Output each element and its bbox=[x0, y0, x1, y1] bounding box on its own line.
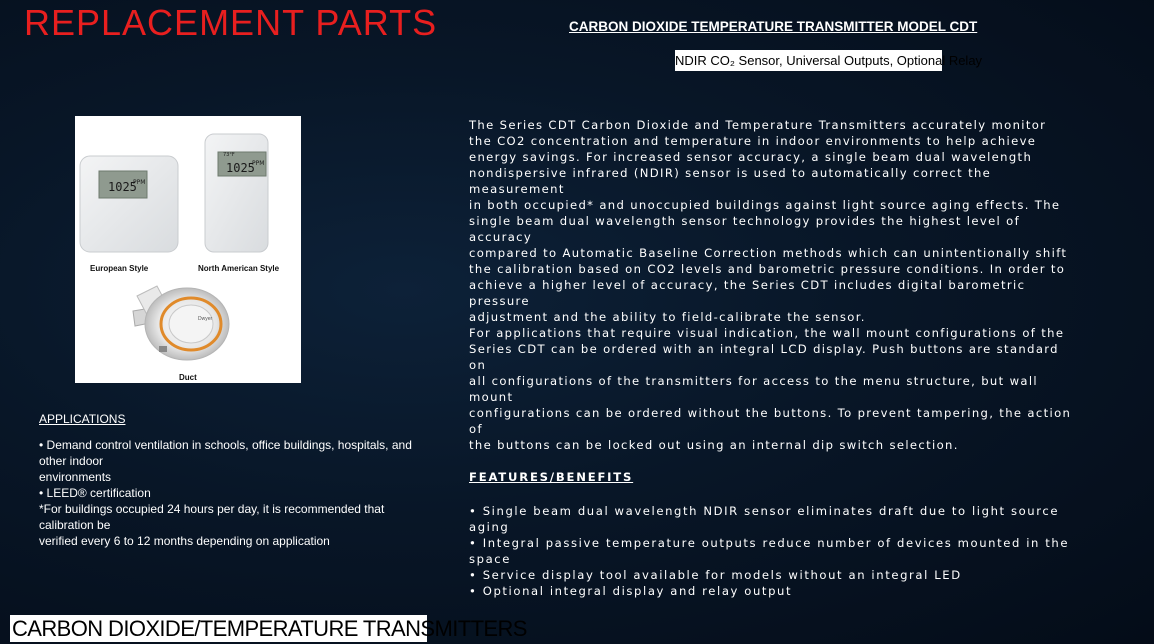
duct-label: Duct bbox=[179, 373, 197, 382]
description-line: achieve a higher level of accuracy, the Series CDT includes digital barometric bbox=[469, 278, 1026, 292]
description-line: pressure bbox=[469, 294, 530, 308]
feature-line: • Single beam dual wavelength NDIR sensor eliminates draft due to light source bbox=[469, 504, 1060, 518]
description-line: The Series CDT Carbon Dioxide and Temperature Transmitters accurately monitor bbox=[469, 118, 1047, 132]
north-american-style-transmitter bbox=[205, 134, 268, 252]
applications-line: • Demand control ventilation in schools, office buildings, hospitals, and bbox=[39, 438, 412, 452]
duct-brand-logo: Dwyer bbox=[198, 316, 213, 322]
description-line: For applications that require visual indication, the wall mount configurations of the bbox=[469, 326, 1065, 340]
page-title: REPLACEMENT PARTS bbox=[24, 2, 438, 43]
applications-line: other indoor bbox=[39, 454, 104, 468]
description-line: of bbox=[469, 422, 483, 436]
description-line: compared to Automatic Baseline Correction methods which can unintentionally shift bbox=[469, 246, 1068, 260]
description-line: mount bbox=[469, 390, 514, 404]
features-heading: FEATURES/BENEFITS bbox=[469, 470, 634, 484]
north-american-display-temp: 73°F bbox=[223, 152, 235, 158]
european-display-reading: 1025 bbox=[108, 180, 137, 194]
european-style-transmitter bbox=[80, 156, 178, 252]
product-image bbox=[75, 116, 301, 383]
feature-line: • Optional integral display and relay output bbox=[469, 584, 793, 598]
feature-line: space bbox=[469, 552, 512, 566]
description-line: the calibration based on CO2 levels and barometric pressure conditions. In order to bbox=[469, 262, 1066, 276]
description-line: the CO2 concentration and temperature in indoor environments to help achieve bbox=[469, 134, 1037, 148]
description-line: configurations can be ordered without the buttons. To prevent tampering, the action bbox=[469, 406, 1072, 420]
north-american-display-reading: 1025 bbox=[226, 161, 255, 175]
applications-line: verified every 6 to 12 months depending on application bbox=[39, 534, 330, 548]
duct-style-transmitter bbox=[133, 286, 229, 360]
applications-heading: APPLICATIONS bbox=[39, 412, 126, 426]
product-title: CARBON DIOXIDE TEMPERATURE TRANSMITTER MODEL CDT bbox=[569, 19, 978, 34]
product-subtitle: NDIR CO₂ Sensor, Universal Outputs, Optional Relay bbox=[675, 50, 942, 71]
description-line: adjustment and the ability to field-calibrate the sensor. bbox=[469, 310, 866, 324]
applications-line: calibration be bbox=[39, 518, 111, 532]
applications-line: *For buildings occupied 24 hours per day, it is recommended that bbox=[39, 502, 385, 516]
description-line: energy savings. For increased sensor accuracy, a single beam dual wavelength bbox=[469, 150, 1033, 164]
feature-line: • Integral passive temperature outputs reduce number of devices mounted in the bbox=[469, 536, 1070, 550]
description-line: in both occupied* and unoccupied buildings against light source aging effects. The bbox=[469, 198, 1061, 212]
feature-line: aging bbox=[469, 520, 510, 534]
european-style-label: European Style bbox=[90, 264, 149, 273]
description-line: measurement bbox=[469, 182, 565, 196]
product-photo-illustration bbox=[75, 116, 301, 383]
description-line: accuracy bbox=[469, 230, 533, 244]
description-line: Series CDT can be ordered with an integral LCD display. Push buttons are standard bbox=[469, 342, 1059, 356]
north-american-display-unit: PPM bbox=[252, 160, 265, 167]
description-line: on bbox=[469, 358, 487, 372]
description-line: nondispersive infrared (NDIR) sensor is used to automatically correct the bbox=[469, 166, 992, 180]
european-display-unit: PPM bbox=[133, 179, 146, 186]
north-american-style-label: North American Style bbox=[198, 264, 280, 273]
description-line: single beam dual wavelength sensor technology provides the highest level of bbox=[469, 214, 1021, 228]
applications-line: environments bbox=[39, 470, 112, 484]
applications-section bbox=[39, 411, 439, 549]
product-description bbox=[469, 117, 1139, 453]
applications-line: • LEED® certification bbox=[39, 486, 151, 500]
feature-line: • Service display tool available for models without an integral LED bbox=[469, 568, 962, 582]
description-line: all configurations of the transmitters for access to the menu structure, but wall bbox=[469, 374, 1038, 388]
footer-title: CARBON DIOXIDE/TEMPERATURE TRANSMITTERS bbox=[12, 616, 527, 641]
description-line: the buttons can be locked out using an internal dip switch selection. bbox=[469, 438, 959, 452]
features-list bbox=[469, 503, 1139, 599]
